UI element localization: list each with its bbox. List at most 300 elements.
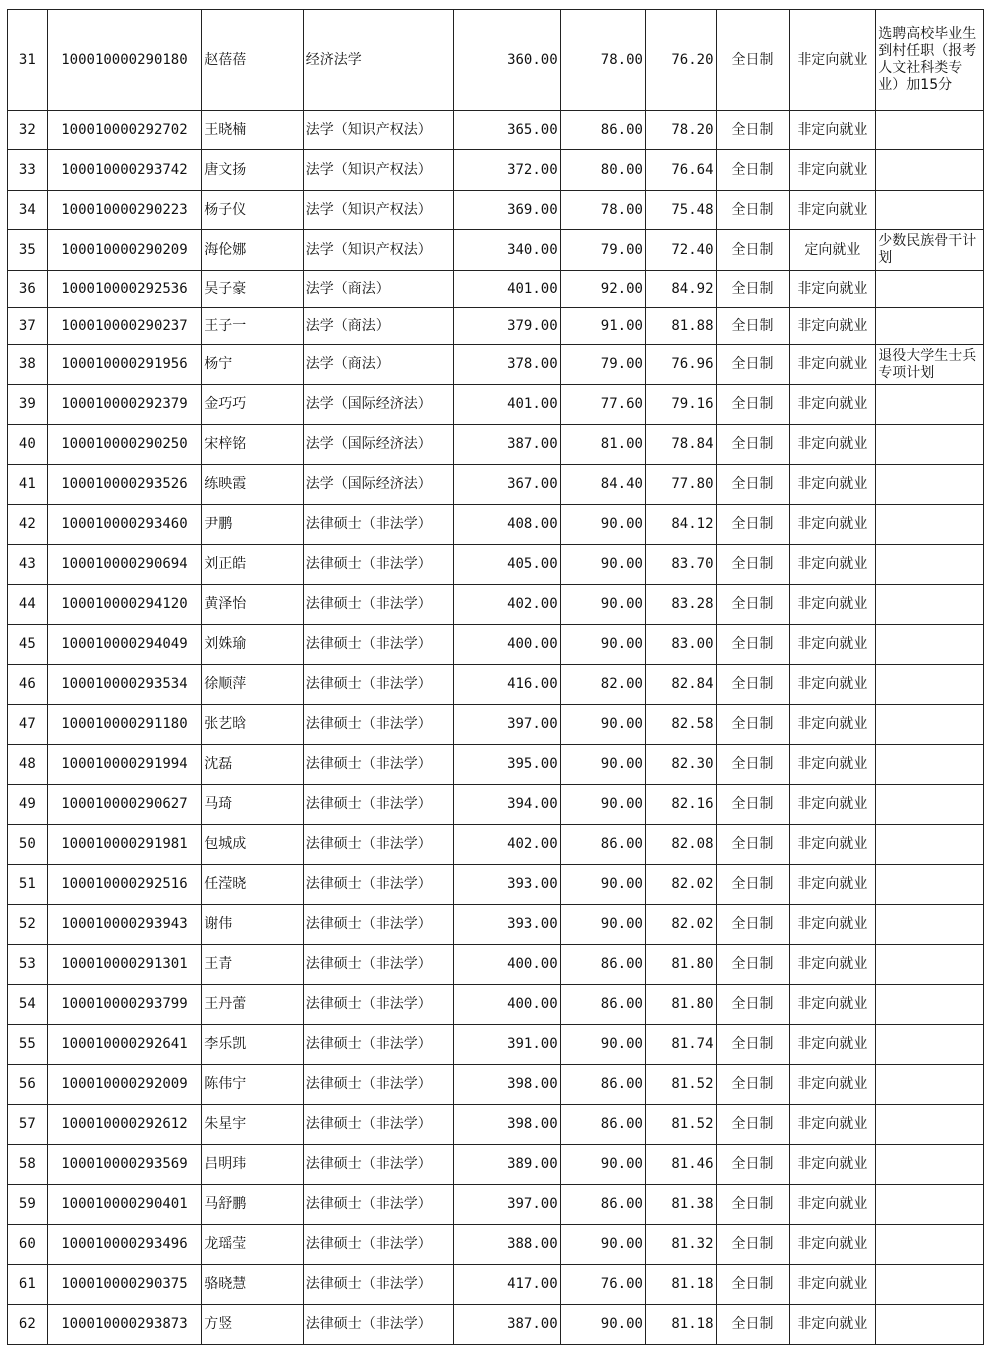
- total-score: 82.02: [645, 905, 716, 945]
- retest-score: 90.00: [560, 585, 645, 625]
- remarks: [876, 150, 984, 191]
- employment-type: 非定向就业: [789, 945, 876, 985]
- candidate-id: 100010000290694: [47, 545, 202, 585]
- row-number: 44: [8, 585, 48, 625]
- candidate-name: 朱星宇: [202, 1105, 303, 1145]
- major: 法学（知识产权法）: [303, 230, 453, 271]
- remarks: [876, 665, 984, 705]
- retest-score: 90.00: [560, 905, 645, 945]
- major: 法律硕士（非法学）: [303, 1065, 453, 1105]
- candidate-name: 杨宁: [202, 345, 303, 385]
- total-score: 81.18: [645, 1265, 716, 1305]
- study-mode: 全日制: [716, 705, 789, 745]
- candidate-name: 唐文扬: [202, 150, 303, 191]
- study-mode: 全日制: [716, 545, 789, 585]
- major: 法学（国际经济法）: [303, 425, 453, 465]
- study-mode: 全日制: [716, 745, 789, 785]
- employment-type: 非定向就业: [789, 10, 876, 111]
- table-row: [8, 625, 984, 665]
- row-number: 57: [8, 1105, 48, 1145]
- retest-score: 90.00: [560, 865, 645, 905]
- prelim-score: 393.00: [453, 905, 560, 945]
- study-mode: 全日制: [716, 1225, 789, 1265]
- major: 法律硕士（非法学）: [303, 945, 453, 985]
- row-number: 33: [8, 150, 48, 191]
- table-row: [8, 745, 984, 785]
- row-number: 36: [8, 271, 48, 308]
- study-mode: 全日制: [716, 111, 789, 150]
- candidate-name: 王晓楠: [202, 111, 303, 150]
- major: 法学（国际经济法）: [303, 465, 453, 505]
- employment-type: 非定向就业: [789, 1225, 876, 1265]
- remarks: [876, 271, 984, 308]
- prelim-score: 367.00: [453, 465, 560, 505]
- retest-score: 86.00: [560, 985, 645, 1025]
- employment-type: 非定向就业: [789, 785, 876, 825]
- candidate-name: 张艺晗: [202, 705, 303, 745]
- table-row: [8, 425, 984, 465]
- major: 法学（知识产权法）: [303, 111, 453, 150]
- row-number: 43: [8, 545, 48, 585]
- table-row: [8, 585, 984, 625]
- prelim-score: 387.00: [453, 1305, 560, 1345]
- total-score: 77.80: [645, 465, 716, 505]
- total-score: 81.80: [645, 985, 716, 1025]
- study-mode: 全日制: [716, 785, 789, 825]
- candidate-name: 王子一: [202, 308, 303, 345]
- remarks: 退役大学生士兵专项计划: [876, 345, 984, 385]
- total-score: 81.74: [645, 1025, 716, 1065]
- employment-type: 非定向就业: [789, 625, 876, 665]
- candidate-id: 100010000293943: [47, 905, 202, 945]
- table-row: [8, 345, 984, 385]
- prelim-score: 398.00: [453, 1065, 560, 1105]
- major: 法学（知识产权法）: [303, 150, 453, 191]
- table-row: [8, 1025, 984, 1065]
- candidate-id: 100010000293526: [47, 465, 202, 505]
- row-number: 39: [8, 385, 48, 425]
- remarks: [876, 545, 984, 585]
- employment-type: 非定向就业: [789, 1105, 876, 1145]
- employment-type: 非定向就业: [789, 1305, 876, 1345]
- candidate-id: 100010000292009: [47, 1065, 202, 1105]
- candidate-id: 100010000290180: [47, 10, 202, 111]
- total-score: 76.20: [645, 10, 716, 111]
- table-row: [8, 111, 984, 150]
- remarks: [876, 505, 984, 545]
- table-row: [8, 465, 984, 505]
- total-score: 83.70: [645, 545, 716, 585]
- retest-score: 76.00: [560, 1265, 645, 1305]
- candidate-id: 100010000290237: [47, 308, 202, 345]
- major: 法律硕士（非法学）: [303, 1105, 453, 1145]
- employment-type: 非定向就业: [789, 905, 876, 945]
- row-number: 46: [8, 665, 48, 705]
- study-mode: 全日制: [716, 345, 789, 385]
- table-row: [8, 1145, 984, 1185]
- employment-type: 非定向就业: [789, 1065, 876, 1105]
- prelim-score: 391.00: [453, 1025, 560, 1065]
- table-row: [8, 1065, 984, 1105]
- remarks: [876, 585, 984, 625]
- total-score: 82.16: [645, 785, 716, 825]
- remarks: [876, 1145, 984, 1185]
- candidate-id: 100010000290250: [47, 425, 202, 465]
- remarks: [876, 945, 984, 985]
- study-mode: 全日制: [716, 1145, 789, 1185]
- table-row: [8, 825, 984, 865]
- row-number: 51: [8, 865, 48, 905]
- study-mode: 全日制: [716, 10, 789, 111]
- retest-score: 77.60: [560, 385, 645, 425]
- major: 法律硕士（非法学）: [303, 865, 453, 905]
- total-score: 82.84: [645, 665, 716, 705]
- row-number: 45: [8, 625, 48, 665]
- study-mode: 全日制: [716, 191, 789, 230]
- remarks: [876, 625, 984, 665]
- major: 经济法学: [303, 10, 453, 111]
- row-number: 61: [8, 1265, 48, 1305]
- candidate-name: 方竖: [202, 1305, 303, 1345]
- total-score: 82.08: [645, 825, 716, 865]
- prelim-score: 378.00: [453, 345, 560, 385]
- remarks: [876, 111, 984, 150]
- table-row: [8, 10, 984, 111]
- retest-score: 90.00: [560, 505, 645, 545]
- candidate-name: 沈磊: [202, 745, 303, 785]
- total-score: 81.46: [645, 1145, 716, 1185]
- total-score: 84.92: [645, 271, 716, 308]
- prelim-score: 400.00: [453, 625, 560, 665]
- study-mode: 全日制: [716, 665, 789, 705]
- candidate-name: 尹鹏: [202, 505, 303, 545]
- study-mode: 全日制: [716, 505, 789, 545]
- row-number: 41: [8, 465, 48, 505]
- employment-type: 非定向就业: [789, 745, 876, 785]
- retest-score: 84.40: [560, 465, 645, 505]
- prelim-score: 400.00: [453, 985, 560, 1025]
- row-number: 42: [8, 505, 48, 545]
- retest-score: 90.00: [560, 1225, 645, 1265]
- total-score: 82.58: [645, 705, 716, 745]
- employment-type: 非定向就业: [789, 1185, 876, 1225]
- employment-type: 非定向就业: [789, 111, 876, 150]
- candidate-name: 马琦: [202, 785, 303, 825]
- employment-type: 非定向就业: [789, 345, 876, 385]
- major: 法学（商法）: [303, 345, 453, 385]
- row-number: 48: [8, 745, 48, 785]
- candidate-id: 100010000292702: [47, 111, 202, 150]
- study-mode: 全日制: [716, 865, 789, 905]
- row-number: 31: [8, 10, 48, 111]
- table-row: [8, 271, 984, 308]
- remarks: [876, 1065, 984, 1105]
- remarks: [876, 1265, 984, 1305]
- major: 法律硕士（非法学）: [303, 1145, 453, 1185]
- remarks: [876, 1105, 984, 1145]
- table-row: [8, 191, 984, 230]
- row-number: 56: [8, 1065, 48, 1105]
- admission-results-table: [7, 9, 984, 1345]
- study-mode: 全日制: [716, 150, 789, 191]
- prelim-score: 416.00: [453, 665, 560, 705]
- candidate-id: 100010000290401: [47, 1185, 202, 1225]
- major: 法律硕士（非法学）: [303, 1185, 453, 1225]
- candidate-id: 100010000290223: [47, 191, 202, 230]
- major: 法律硕士（非法学）: [303, 545, 453, 585]
- study-mode: 全日制: [716, 1305, 789, 1345]
- study-mode: 全日制: [716, 271, 789, 308]
- candidate-id: 100010000293460: [47, 505, 202, 545]
- remarks: [876, 825, 984, 865]
- row-number: 40: [8, 425, 48, 465]
- candidate-name: 金巧巧: [202, 385, 303, 425]
- row-number: 59: [8, 1185, 48, 1225]
- study-mode: 全日制: [716, 425, 789, 465]
- employment-type: 非定向就业: [789, 585, 876, 625]
- retest-score: 90.00: [560, 705, 645, 745]
- total-score: 83.00: [645, 625, 716, 665]
- candidate-id: 100010000292536: [47, 271, 202, 308]
- candidate-name: 陈伟宁: [202, 1065, 303, 1105]
- remarks: [876, 308, 984, 345]
- table-row: [8, 385, 984, 425]
- study-mode: 全日制: [716, 1185, 789, 1225]
- major: 法律硕士（非法学）: [303, 825, 453, 865]
- row-number: 55: [8, 1025, 48, 1065]
- study-mode: 全日制: [716, 465, 789, 505]
- row-number: 54: [8, 985, 48, 1025]
- retest-score: 78.00: [560, 10, 645, 111]
- prelim-score: 398.00: [453, 1105, 560, 1145]
- candidate-name: 吕明玮: [202, 1145, 303, 1185]
- prelim-score: 402.00: [453, 825, 560, 865]
- candidate-id: 100010000291994: [47, 745, 202, 785]
- remarks: [876, 705, 984, 745]
- remarks: [876, 1025, 984, 1065]
- retest-score: 90.00: [560, 1025, 645, 1065]
- table-row: [8, 1225, 984, 1265]
- study-mode: 全日制: [716, 585, 789, 625]
- total-score: 81.52: [645, 1105, 716, 1145]
- row-number: 49: [8, 785, 48, 825]
- remarks: 少数民族骨干计划: [876, 230, 984, 271]
- retest-score: 78.00: [560, 191, 645, 230]
- candidate-name: 吴子豪: [202, 271, 303, 308]
- prelim-score: 389.00: [453, 1145, 560, 1185]
- prelim-score: 360.00: [453, 10, 560, 111]
- candidate-id: 100010000293569: [47, 1145, 202, 1185]
- candidate-id: 100010000294120: [47, 585, 202, 625]
- major: 法学（知识产权法）: [303, 191, 453, 230]
- retest-score: 86.00: [560, 1065, 645, 1105]
- study-mode: 全日制: [716, 230, 789, 271]
- prelim-score: 402.00: [453, 585, 560, 625]
- candidate-id: 100010000291301: [47, 945, 202, 985]
- candidate-id: 100010000293799: [47, 985, 202, 1025]
- major: 法律硕士（非法学）: [303, 1225, 453, 1265]
- study-mode: 全日制: [716, 1065, 789, 1105]
- candidate-name: 谢伟: [202, 905, 303, 945]
- total-score: 81.80: [645, 945, 716, 985]
- employment-type: 定向就业: [789, 230, 876, 271]
- major: 法律硕士（非法学）: [303, 625, 453, 665]
- total-score: 81.88: [645, 308, 716, 345]
- study-mode: 全日制: [716, 385, 789, 425]
- prelim-score: 397.00: [453, 1185, 560, 1225]
- table-body: [8, 10, 984, 1345]
- candidate-id: 100010000292379: [47, 385, 202, 425]
- retest-score: 90.00: [560, 1305, 645, 1345]
- total-score: 75.48: [645, 191, 716, 230]
- remarks: [876, 1305, 984, 1345]
- candidate-name: 包城成: [202, 825, 303, 865]
- study-mode: 全日制: [716, 1025, 789, 1065]
- row-number: 58: [8, 1145, 48, 1185]
- employment-type: 非定向就业: [789, 505, 876, 545]
- prelim-score: 394.00: [453, 785, 560, 825]
- candidate-name: 刘姝瑜: [202, 625, 303, 665]
- employment-type: 非定向就业: [789, 271, 876, 308]
- row-number: 50: [8, 825, 48, 865]
- prelim-score: 387.00: [453, 425, 560, 465]
- candidate-name: 任滢晓: [202, 865, 303, 905]
- employment-type: 非定向就业: [789, 865, 876, 905]
- prelim-score: 408.00: [453, 505, 560, 545]
- employment-type: 非定向就业: [789, 465, 876, 505]
- retest-score: 80.00: [560, 150, 645, 191]
- retest-score: 86.00: [560, 111, 645, 150]
- table-row: [8, 1105, 984, 1145]
- retest-score: 79.00: [560, 345, 645, 385]
- major: 法学（商法）: [303, 308, 453, 345]
- remarks: [876, 985, 984, 1025]
- major: 法律硕士（非法学）: [303, 585, 453, 625]
- prelim-score: 340.00: [453, 230, 560, 271]
- retest-score: 86.00: [560, 1185, 645, 1225]
- table-row: [8, 905, 984, 945]
- row-number: 32: [8, 111, 48, 150]
- prelim-score: 388.00: [453, 1225, 560, 1265]
- total-score: 78.20: [645, 111, 716, 150]
- prelim-score: 400.00: [453, 945, 560, 985]
- study-mode: 全日制: [716, 308, 789, 345]
- employment-type: 非定向就业: [789, 385, 876, 425]
- row-number: 37: [8, 308, 48, 345]
- remarks: [876, 191, 984, 230]
- total-score: 72.40: [645, 230, 716, 271]
- remarks: [876, 385, 984, 425]
- candidate-name: 李乐凯: [202, 1025, 303, 1065]
- total-score: 82.30: [645, 745, 716, 785]
- candidate-id: 100010000291956: [47, 345, 202, 385]
- total-score: 78.84: [645, 425, 716, 465]
- employment-type: 非定向就业: [789, 825, 876, 865]
- study-mode: 全日制: [716, 1265, 789, 1305]
- employment-type: 非定向就业: [789, 705, 876, 745]
- retest-score: 86.00: [560, 1105, 645, 1145]
- prelim-score: 379.00: [453, 308, 560, 345]
- major: 法律硕士（非法学）: [303, 1265, 453, 1305]
- candidate-id: 100010000291981: [47, 825, 202, 865]
- candidate-id: 100010000291180: [47, 705, 202, 745]
- remarks: [876, 1225, 984, 1265]
- prelim-score: 401.00: [453, 271, 560, 308]
- employment-type: 非定向就业: [789, 1265, 876, 1305]
- total-score: 81.32: [645, 1225, 716, 1265]
- employment-type: 非定向就业: [789, 665, 876, 705]
- employment-type: 非定向就业: [789, 985, 876, 1025]
- major: 法律硕士（非法学）: [303, 505, 453, 545]
- candidate-id: 100010000292612: [47, 1105, 202, 1145]
- total-score: 76.64: [645, 150, 716, 191]
- remarks: [876, 1185, 984, 1225]
- table-row: [8, 665, 984, 705]
- candidate-name: 徐顺萍: [202, 665, 303, 705]
- candidate-name: 黄泽怡: [202, 585, 303, 625]
- total-score: 81.52: [645, 1065, 716, 1105]
- total-score: 83.28: [645, 585, 716, 625]
- table-row: [8, 785, 984, 825]
- table-row: [8, 1305, 984, 1345]
- row-number: 35: [8, 230, 48, 271]
- prelim-score: 365.00: [453, 111, 560, 150]
- remarks: [876, 465, 984, 505]
- major: 法律硕士（非法学）: [303, 785, 453, 825]
- prelim-score: 397.00: [453, 705, 560, 745]
- row-number: 34: [8, 191, 48, 230]
- total-score: 84.12: [645, 505, 716, 545]
- retest-score: 86.00: [560, 945, 645, 985]
- row-number: 52: [8, 905, 48, 945]
- candidate-name: 骆晓慧: [202, 1265, 303, 1305]
- row-number: 53: [8, 945, 48, 985]
- study-mode: 全日制: [716, 945, 789, 985]
- employment-type: 非定向就业: [789, 545, 876, 585]
- major: 法学（商法）: [303, 271, 453, 308]
- candidate-name: 练映霞: [202, 465, 303, 505]
- candidate-id: 100010000290627: [47, 785, 202, 825]
- candidate-id: 100010000294049: [47, 625, 202, 665]
- candidate-id: 100010000292516: [47, 865, 202, 905]
- study-mode: 全日制: [716, 985, 789, 1025]
- major: 法律硕士（非法学）: [303, 1025, 453, 1065]
- prelim-score: 372.00: [453, 150, 560, 191]
- candidate-id: 100010000293742: [47, 150, 202, 191]
- row-number: 60: [8, 1225, 48, 1265]
- candidate-id: 100010000290375: [47, 1265, 202, 1305]
- table-row: [8, 1185, 984, 1225]
- remarks: [876, 865, 984, 905]
- candidate-id: 100010000292641: [47, 1025, 202, 1065]
- study-mode: 全日制: [716, 1105, 789, 1145]
- major: 法律硕士（非法学）: [303, 745, 453, 785]
- retest-score: 90.00: [560, 785, 645, 825]
- table-row: [8, 865, 984, 905]
- retest-score: 92.00: [560, 271, 645, 308]
- prelim-score: 369.00: [453, 191, 560, 230]
- retest-score: 79.00: [560, 230, 645, 271]
- candidate-name: 王青: [202, 945, 303, 985]
- major: 法律硕士（非法学）: [303, 705, 453, 745]
- study-mode: 全日制: [716, 625, 789, 665]
- retest-score: 90.00: [560, 545, 645, 585]
- retest-score: 90.00: [560, 745, 645, 785]
- candidate-name: 马舒鹏: [202, 1185, 303, 1225]
- remarks: [876, 905, 984, 945]
- table-row: [8, 1265, 984, 1305]
- table-row: [8, 150, 984, 191]
